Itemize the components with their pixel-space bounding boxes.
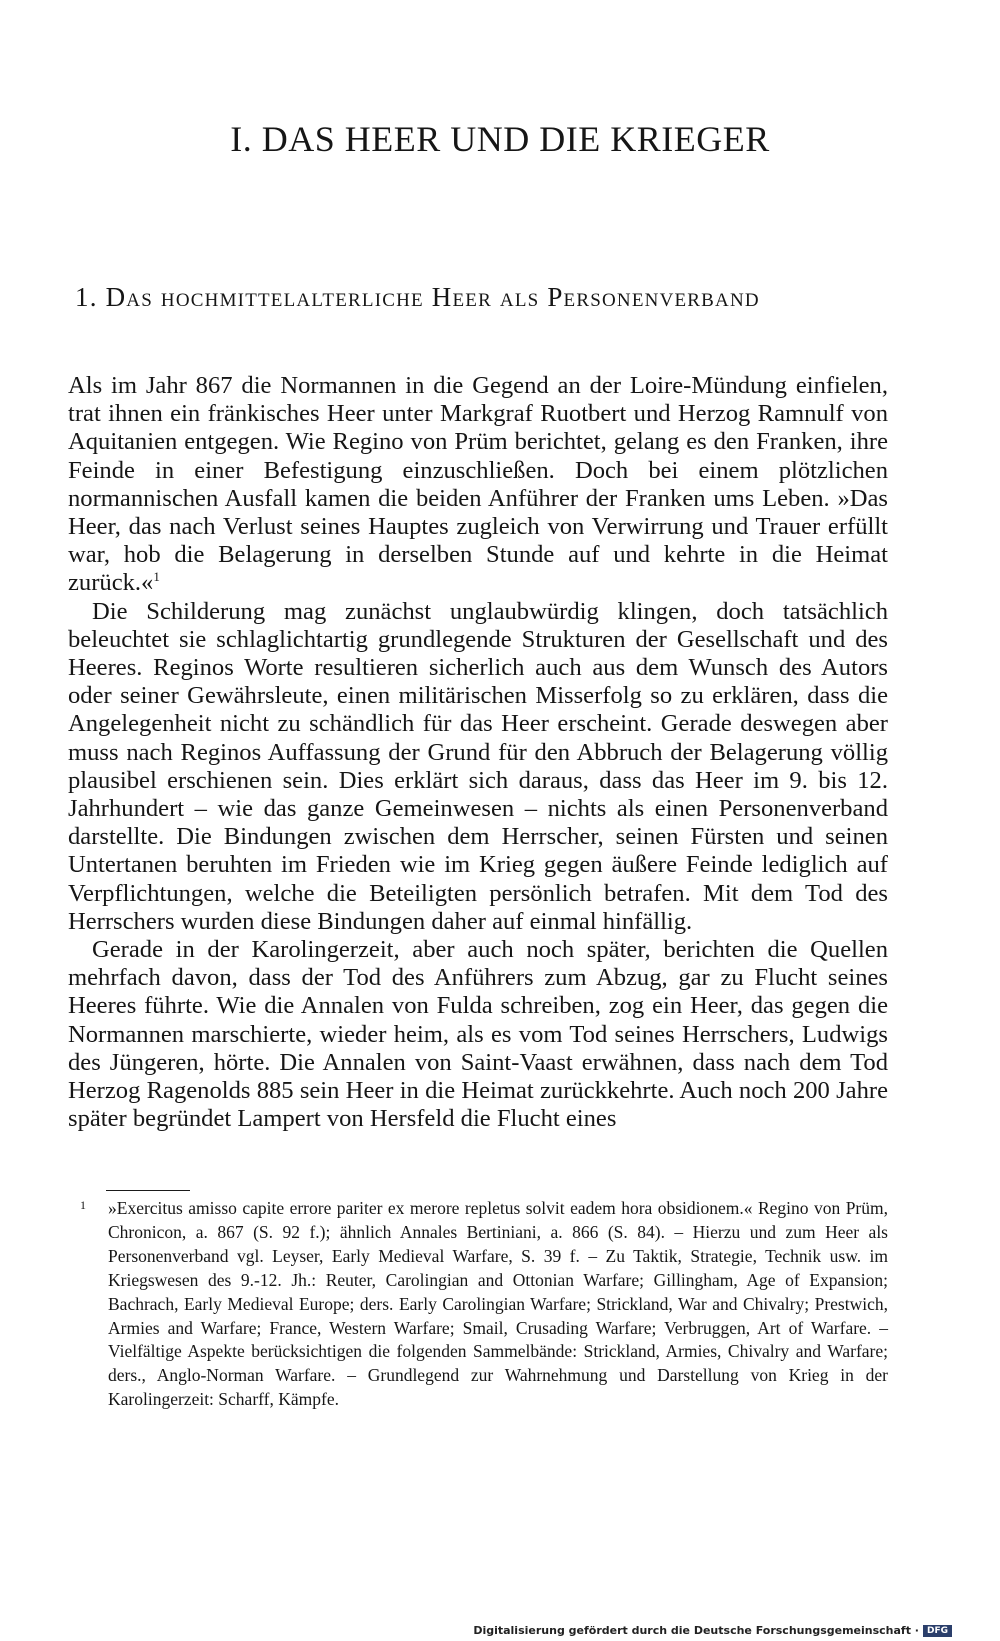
footnote-text: »Exercitus amisso capite errore pariter ex merore repletus solvit eadem hora obsidionem.« Regino von Prüm, Chronicon, a. 867 (S. 92 f.); ähnlich Annales Bertiniani, a. 866 (S. 84). – Hierzu und zum Heer als Personenverband vgl. Leyser, Early Medieval Warfare, S. 39 f. – Zu Taktik, Strategie, Technik usw. im Kriegswesen des 9.-12. Jh.: Reuter, Carolingian and Ottonian Warfare; Gillingham, Age of Expansion; Bachrach, Early Medieval Europe; ders. Early Carolingian Warfare; Strickland, War and Chivalry; Prestwich, Armies and Warfare; France, Western Warfare; Smail, Crusading Warfare; Verbruggen, Art of Warfare. – Vielfältige Aspekte berücksichtigen die folgenden Sammelbände: Strickland, Armies, Chivalry and Warfare; ders., Anglo-Norman Warfare. – Grundlegend zur Wahrnehmung und Darstellung von Krieg in der Karolingerzeit: Scharff, Kämpfe. [108, 1198, 888, 1410]
footnote [80, 1197, 888, 1412]
paragraph: Die Schilderung mag zunächst unglaubwürdig klingen, doch tatsächlich beleuchtet sie schlaglichtartig grundlegende Strukturen der Gesellschaft und des Heeres. Reginos Worte resultieren sicherlich auch aus dem Wunsch des Autors oder seiner Gewährsleute, einen militärischen Misserfolg so zu erklären, dass die Angelegenheit nicht zu schändlich für das Heer erscheint. Gerade deswegen aber muss nach Reginos Auffassung der Grund für den Abbruch der Belagerung völlig plausibel erschienen sein. Dies erklärt sich daraus, dass das Heer im 9. bis 12. Jahrhundert – wie das ganze Gemeinwesen – nichts als einen Personenverband darstellte. Die Bindungen zwischen dem Herrscher, seinen Fürsten und seinen Untertanen beruhten im Frieden wie im Krieg gegen äußere Feinde lediglich auf Verpflichtungen, welche die Beteiligten persönlich betrafen. Mit dem Tod des Herrschers wurden diese Bindungen daher auf einmal hinfällig. [68, 597, 888, 935]
footnote-reference: 1 [153, 569, 160, 585]
dfg-logo: DFG [923, 1625, 952, 1637]
paragraph: Gerade in der Karolingerzeit, aber auch noch später, berichten die Quellen mehrfach davon, dass der Tod des Anführers zum Abzug, gar zu Flucht seines Heeres führte. Wie die Annalen von Fulda schreiben, zog ein Heer, das gegen die Normannen marschierte, wieder heim, als es vom Tod seines Herrschers, Ludwigs des Jüngeren, hörte. Die Annalen von Saint-Vaast erwähnen, dass nach dem Tod Herzog Ragenolds 885 sein Heer in die Heimat zurückkehrte. Auch noch 200 Jahre später begründet Lampert von Hersfeld die Flucht eines [68, 936, 888, 1133]
footnote-number: 1 [80, 1198, 86, 1212]
chapter-title: I. DAS HEER UND DIE KRIEGER [230, 119, 770, 159]
paragraph-text: Als im Jahr 867 die Normannen in die Gegend an der Loire-Mündung einfielen, trat ihnen ein fränkisches Heer unter Markgraf Ruotbert und Herzog Ramnulf von Aquitanien entgegen. Wie Regino von Prüm berichtet, gelang es den Franken, ihre Feinde in einer Befestigung einzuschließen. Doch bei einem plötzlichen normannischen Ausfall kamen die beiden Anführer der Franken ums Leben. »Das Heer, das nach Verlust seines Hauptes zugleich von Verwirrung und Trauer erfüllt war, hob die Belagerung in derselben Stunde auf und kehrte in die Heimat zurück.« [68, 372, 888, 597]
digitization-credit [473, 1624, 952, 1637]
credit-text: Digitalisierung gefördert durch die Deutsche Forschungsgemeinschaft · [473, 1624, 919, 1637]
paragraph [68, 372, 888, 598]
section-title: 1. Das hochmittelalterliche Heer als Personenverband [75, 282, 760, 312]
footnote-divider [106, 1190, 190, 1191]
body-text [68, 372, 888, 1133]
